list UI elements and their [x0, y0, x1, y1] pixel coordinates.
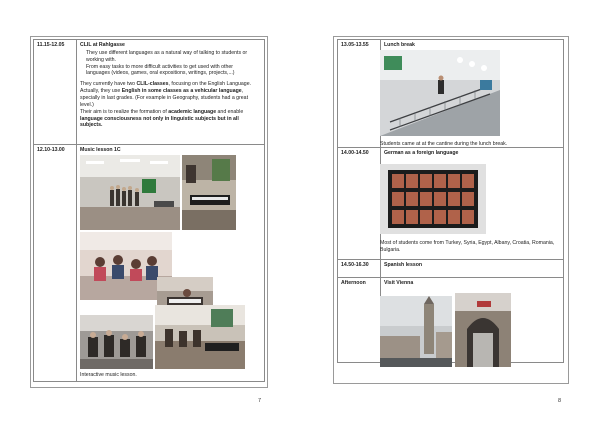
vienna-street-photo	[380, 296, 452, 367]
time-cell: 14.50-16.30	[338, 260, 381, 278]
text-run: Their aim is to realize the formation of	[80, 108, 169, 115]
activity-title: Lunch break	[384, 42, 415, 48]
text-run-bold: language consciousness not only in linguistic subjects but in all subjects.	[80, 115, 239, 129]
text-line: working with.	[86, 56, 116, 63]
page-number: 7	[258, 398, 262, 404]
time-cell: 11.15-12.05	[34, 40, 77, 145]
time-cell: 13.05-13.55	[338, 40, 381, 148]
text-run: and enable	[216, 108, 244, 115]
text-line: From easy tasks to more difficult activities to get used with other	[86, 63, 233, 70]
time-cell: 12.10-13.00	[34, 145, 77, 382]
music-caption: Interactive music lesson.	[80, 372, 137, 378]
text-line: They use different languages as a natural way of talking to students or	[86, 49, 248, 56]
page-number: 8	[558, 398, 562, 404]
music-group-photo	[80, 315, 153, 369]
lunch-caption: Students came at at the cantine during the lunch break.	[380, 141, 508, 147]
text-run-bold: academic language	[168, 108, 217, 115]
activity-cell	[77, 40, 265, 145]
table-row	[34, 40, 265, 145]
vienna-arch-photo	[455, 293, 511, 367]
activity-title: CLIL at Rahlgasse	[80, 42, 125, 48]
table-row	[338, 260, 564, 278]
music-keyboard-photo	[182, 155, 236, 230]
activity-description	[80, 50, 261, 77]
text-run-bold: CLIL-classes	[136, 81, 169, 88]
activity-title: Music lesson 1C	[80, 147, 121, 153]
activity-cell	[381, 260, 564, 278]
cantine-photo	[380, 50, 500, 136]
paragraph	[80, 109, 261, 130]
text-line: languages (videos, games, oral expositions, writings, projects,...)	[86, 70, 235, 77]
hands-poster-photo	[380, 164, 486, 234]
time-cell: Afternoon	[338, 278, 381, 363]
text-run: , specially in last grades. (For example in Geography, students had a great level.)	[80, 88, 249, 108]
music-class-photo	[80, 155, 180, 230]
time-cell: 14.00-14.50	[338, 148, 381, 260]
right-page	[300, 0, 600, 424]
music-room-photo	[155, 305, 245, 369]
activity-title: German as a foreign language	[384, 150, 459, 156]
german-caption: Most of students come from Turkey, Syria, Egypt, Albany, Croatia, Romania, Bulgaria.	[380, 240, 555, 254]
paragraph	[80, 81, 261, 108]
text-run: , focusing on the English Language. Actually, they use	[80, 81, 252, 95]
activity-title: Spanish lesson	[384, 262, 423, 268]
activity-title: Visit Vienna	[384, 280, 414, 286]
text-run-bold: English in some classes as a vehicular language	[121, 88, 242, 95]
text-run: They currently have two	[80, 81, 137, 88]
